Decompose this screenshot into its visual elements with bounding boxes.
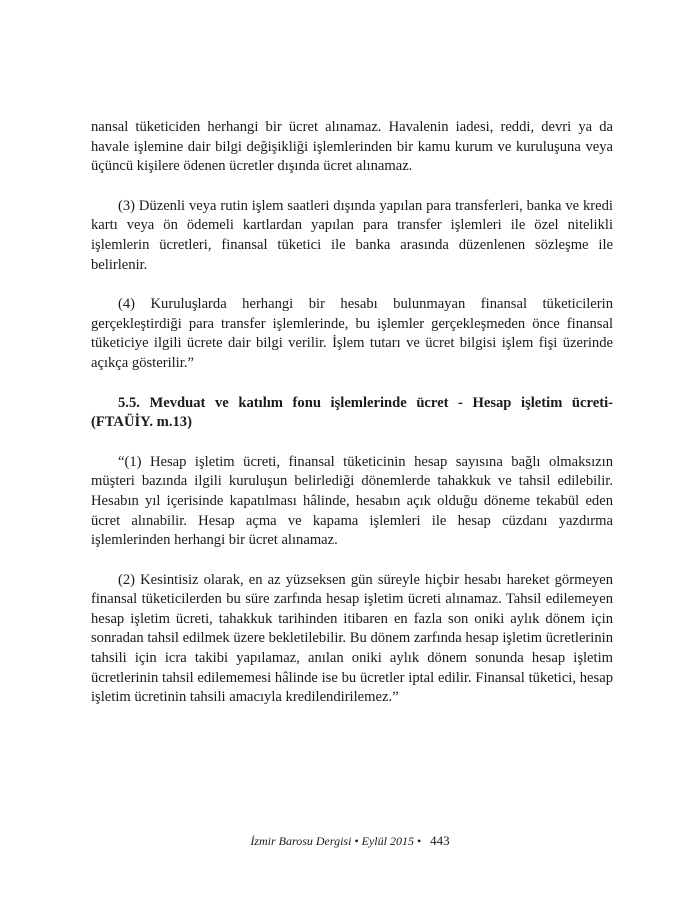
paragraph-item-4: (4) Kuruluşlarda herhangi bir hesabı bulunmayan finansal tüketicilerin gerçekleştirdiği para transfer işlemlerinde, bu işlemler gerçekleşmeden önce finansal tüketiciye ilgili ücrete dair bilgi verilir. İşlem tutarı ve ücret bilgisi işlem fişi üzerinde açıkça gösterilir.” — [91, 296, 613, 371]
journal-name: İzmir Barosu Dergisi — [250, 834, 352, 848]
paragraph-article-2: (2) Kesintisiz olarak, en az yüzseksen gün süreyle hiçbir hesabı hareket görmeyen finansal tüketicilerden bu süre zarfında hesap işletim ücreti alınamaz. Tahsil edilemeyen hesap işletim ücreti, tahakkuk tarihinden itibaren en fazla son oniki aylık dönem için sonradan tahsil edilmek üzere bekletilebilir. Bu dönem zarfında hesap işletim ücretlerinin tahsili için icra takibi yapılamaz, anılan oniki aylık dönem sonunda hesap işletim ücretlerinin tahsil edilememesi hâlinde ise bu ücretler iptal edilir. Finansal tüketici, hesap işletim ücretinin tahsili amacıyla kredilendirilemez.” — [91, 571, 613, 706]
page-number: 443 — [430, 833, 450, 848]
section-heading: 5.5. Mevduat ve katılım fonu işlemlerinde ücret - Hesap işletim ücreti- (FTAÜİY. m.13) — [91, 394, 613, 431]
page-footer — [0, 833, 700, 849]
paragraph-item-3: (3) Düzenli veya rutin işlem saatleri dışında yapılan para transferleri, banka ve kredi kartı veya ön ödemeli kartlardan yapılan para transfer işlemleri ile özel nitelikli işlemlerin ücretleri, finansal tüketici ile banka arasında düzenlenen sözleşme ile belirlenir. — [91, 197, 613, 273]
footer-bullet: • — [416, 834, 422, 848]
footer-bullet: • — [354, 834, 359, 848]
page-body — [91, 118, 613, 728]
issue-date: Eylül 2015 — [361, 834, 414, 848]
paragraph-article-1: “(1) Hesap işletim ücreti, finansal tüketicinin hesap sayısına bağlı olmaksızın müşteri bazında ilgili kuruluşun belirlediği dönemlerde tahakkuk ve tahsil edilebilir. Hesabın yıl içerisinde kapatılması hâlinde, hesabın açık olduğu döneme tekabül eden ücret alınabilir. Hesap açma ve kapama işlemleri ile hesap cüzdanı yazdırma işlemlerinden herhangi bir ücret alınamaz. — [91, 453, 613, 549]
paragraph-continuation: nansal tüketiciden herhangi bir ücret alınamaz. Havalenin iadesi, reddi, devri ya da havale işlemine dair bilgi değişikliği işlemlerinden bir kamu kurum ve kuruluşuna veya üçüncü kişilere ödenen ücretler dışında ücret alınamaz. — [91, 119, 613, 175]
